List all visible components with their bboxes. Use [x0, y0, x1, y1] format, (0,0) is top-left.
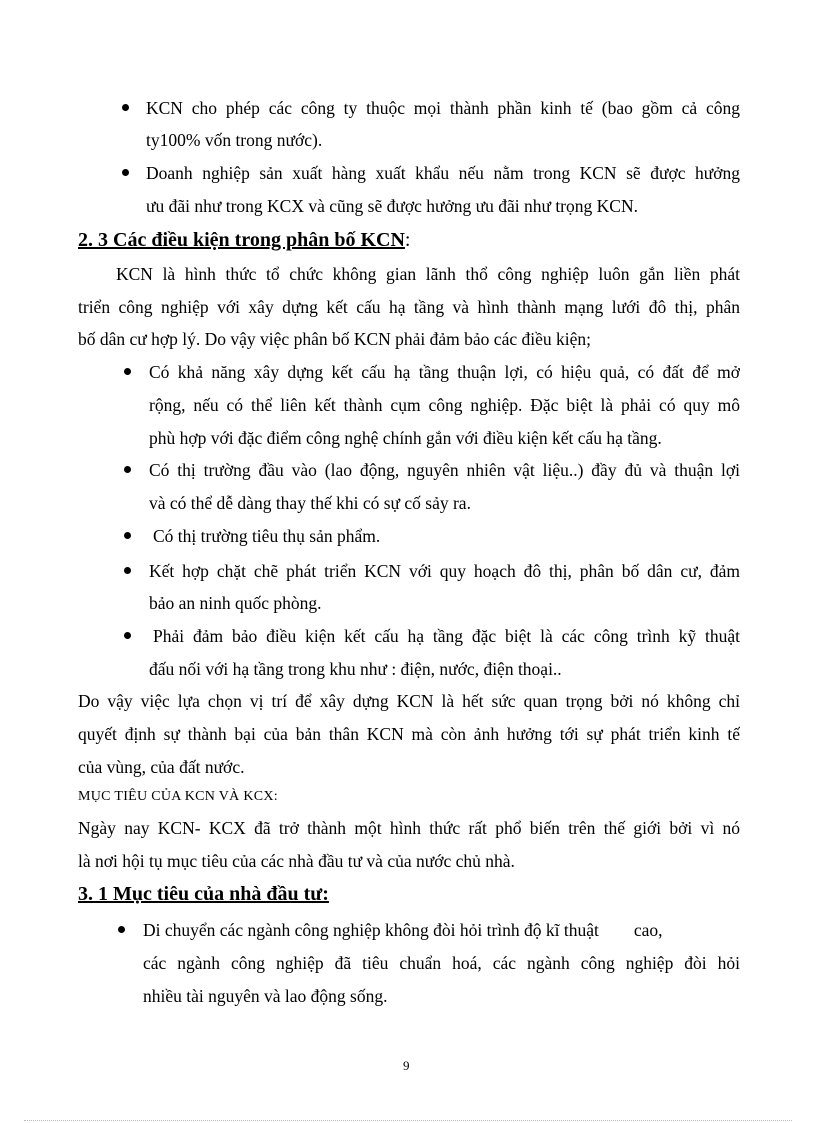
page-divider — [24, 1120, 792, 1121]
paragraph-line: của vùng, của đất nước. — [78, 757, 245, 777]
paragraph-line: Doanh nghiệp sản xuất hàng xuất khẩu nếu nằm trong KCN sẽ được hưởng — [146, 163, 740, 183]
paragraph-line: rộng, nếu có thể liên kết thành cụm công nghiệp. Đặc biệt là phải có quy mô — [149, 395, 740, 415]
bullet-dot — [118, 926, 125, 933]
section-heading-colon: : — [404, 229, 411, 251]
paragraph-line: KCN là hình thức tổ chức không gian lãnh thổ công nghiệp luôn gắn liền phát — [116, 264, 740, 284]
bullet-dot — [122, 169, 129, 176]
paragraph-line: ưu đãi như trong KCX và cũng sẽ được hưởng ưu đãi như trọng KCN. — [146, 196, 638, 216]
paragraph-line: là nơi hội tụ mục tiêu của các nhà đầu tư và của nước chủ nhà. — [78, 851, 515, 871]
paragraph-line: KCN cho phép các công ty thuộc mọi thành phần kinh tế (bao gồm cả công — [146, 98, 740, 118]
bullet-dot — [124, 368, 131, 375]
section-heading — [78, 228, 410, 252]
paragraph-line: Ngày nay KCN- KCX đã trở thành một hình thức rất phổ biến trên thế giới bởi vì nó — [78, 818, 740, 838]
bullet-dot — [124, 567, 131, 574]
paragraph-line: Do vậy việc lựa chọn vị trí để xây dựng KCN là hết sức quan trọng bởi nó không chỉ — [78, 691, 740, 711]
bullet-dot — [124, 466, 131, 473]
paragraph-line: Có thị trường đầu vào (lao động, nguyên nhiên vật liệu..) đầy đủ và thuận lợi — [149, 460, 740, 480]
bullet-dot — [124, 532, 131, 539]
paragraph-line: nhiều tài nguyên và lao động sống. — [143, 986, 388, 1006]
paragraph-line: Có thị trường tiêu thụ sản phẩm. — [153, 526, 381, 546]
caps-title: MỤC TIÊU CỦA KCN VÀ KCX: — [78, 789, 278, 804]
bullet-dot — [122, 104, 129, 111]
bullet-dot — [124, 632, 131, 639]
paragraph-line: bố dân cư hợp lý. Do vậy việc phân bố KCN phải đảm bảo các điều kiện; — [78, 329, 591, 349]
paragraph-line: Di chuyển các ngành công nghiệp không đòi hỏi trình độ kĩ thuật cao, — [143, 920, 663, 940]
paragraph-line: và có thể dễ dàng thay thế khi có sự cố sảy ra. — [149, 493, 471, 513]
paragraph-line: bảo an ninh quốc phòng. — [149, 593, 322, 613]
paragraph-line: ty100% vốn trong nước). — [146, 130, 323, 150]
paragraph-line: triển công nghiệp với xây dựng kết cấu hạ tầng và hình thành mạng lưới đô thị, phân — [78, 297, 740, 317]
page-number: 9 — [403, 1058, 410, 1073]
section-heading — [78, 882, 329, 906]
paragraph-line: Có khả năng xây dựng kết cấu hạ tầng thuận lợi, có hiệu quả, có đất để mở — [149, 362, 740, 382]
paragraph-line: phù hợp với đặc điểm công nghệ chính gắn với điều kiện kết cấu hạ tầng. — [149, 428, 662, 448]
section-heading-text: 2. 3 Các điều kiện trong phân bố KCN — [78, 229, 405, 251]
paragraph-line: đấu nối với hạ tầng trong khu như : điện, nước, điện thoại.. — [149, 659, 562, 679]
paragraph-line: các ngành công nghiệp đã tiêu chuẩn hoá, các ngành công nghiệp đòi hỏi — [143, 953, 740, 973]
paragraph-line: quyết định sự thành bại của bản thân KCN mà còn ảnh hưởng tới sự phát triển kinh tế — [78, 724, 740, 744]
paragraph-line: Kết hợp chặt chẽ phát triển KCN với quy hoạch đô thị, phân bố dân cư, đảm — [149, 561, 740, 581]
paragraph-line: Phải đảm bảo điều kiện kết cấu hạ tầng đặc biệt là các công trình kỹ thuật — [153, 626, 740, 646]
section-heading-text: 3. 1 Mục tiêu của nhà đầu tư: — [78, 883, 329, 905]
